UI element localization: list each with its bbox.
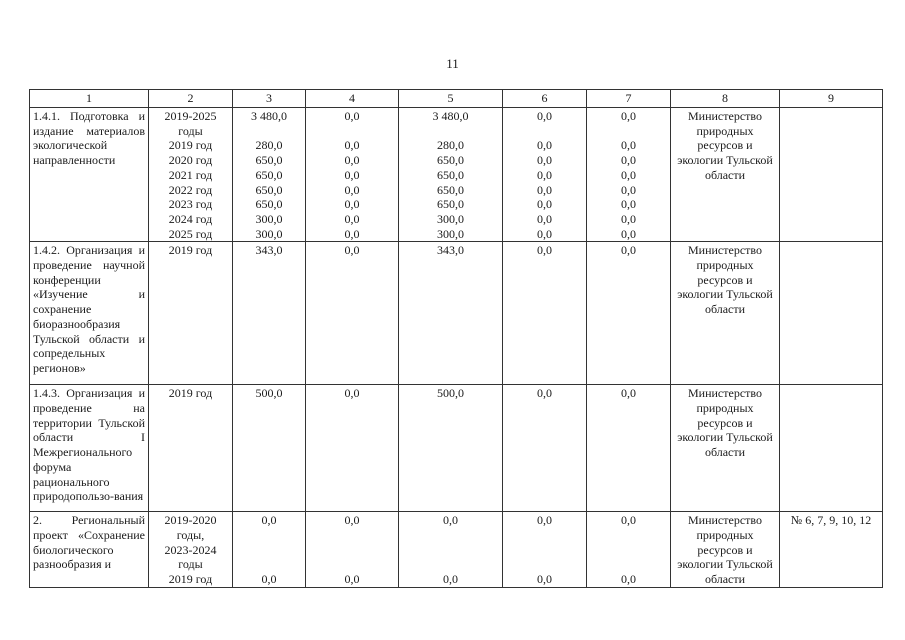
value-line	[402, 557, 499, 572]
value-line: 0,0	[537, 211, 552, 226]
page-number: 11	[446, 56, 459, 71]
value-line	[309, 528, 395, 543]
value-cell	[233, 242, 306, 385]
value-line: 343,0	[255, 243, 283, 258]
value-cell	[306, 385, 399, 512]
value-line: 0,0	[621, 138, 636, 153]
value-line: 0,0	[621, 386, 636, 401]
value-line: 0,0	[261, 513, 277, 528]
value-cell	[503, 108, 587, 242]
value-line: 0,0	[344, 197, 360, 212]
header-cell: 5	[399, 90, 503, 108]
value-line: 0,0	[537, 109, 552, 123]
header-cell: 4	[306, 90, 399, 108]
value-line: 0,0	[537, 138, 552, 153]
value-cell	[587, 512, 671, 588]
indicator-cell: № 6, 7, 9, 10, 12	[780, 512, 883, 588]
value-line: 0,0	[621, 109, 636, 123]
value-line: 0,0	[537, 153, 552, 168]
value-line: 0,0	[537, 386, 552, 401]
value-line: 650,0	[437, 197, 464, 212]
value-line: 0,0	[621, 153, 636, 168]
period-cell	[149, 108, 233, 242]
value-line: 0,0	[443, 572, 458, 587]
value-line: 300,0	[437, 226, 464, 241]
period-line: годы	[178, 123, 203, 138]
period-line: 2019 год	[168, 572, 213, 587]
value-line: 0,0	[537, 197, 552, 212]
value-line: 300,0	[255, 211, 283, 226]
header-cell: 9	[780, 90, 883, 108]
activity-name: 1.4.2. Организация и проведение научной конференции «Изучение и сохранение биоразнообразия Тульской области и сопредельных регионов»	[30, 242, 149, 385]
value-line: 3 480,0	[432, 109, 469, 123]
period-line: 2024 год	[168, 211, 213, 226]
value-line	[506, 543, 583, 558]
value-line: 0,0	[621, 226, 636, 241]
value-line: 650,0	[437, 182, 464, 197]
value-line: 0,0	[621, 167, 636, 182]
value-line	[236, 543, 302, 558]
value-cell	[399, 385, 503, 512]
header-cell: 6	[503, 90, 587, 108]
indicator-cell	[780, 385, 883, 512]
value-line: 0,0	[344, 513, 360, 528]
value-line: 0,0	[344, 167, 360, 182]
header-cell: 2	[149, 90, 233, 108]
indicator-cell	[780, 108, 883, 242]
activity-name: 2. Региональный проект «Сохранение биологического разнообразия и	[30, 512, 149, 588]
value-line	[236, 528, 302, 543]
header-cell: 3	[233, 90, 306, 108]
value-line: 650,0	[255, 153, 283, 168]
value-line: 500,0	[255, 386, 283, 401]
value-line: 0,0	[537, 167, 552, 182]
value-line: 280,0	[255, 138, 283, 153]
value-line: 0,0	[621, 197, 636, 212]
period-line: 2020 год	[168, 153, 213, 168]
period-cell	[149, 385, 233, 512]
value-line: 300,0	[437, 211, 464, 226]
responsible-cell: Министерство природных ресурсов и экологии Тульской области	[671, 242, 780, 385]
value-line: 0,0	[537, 182, 552, 197]
value-cell	[587, 385, 671, 512]
header-cell: 8	[671, 90, 780, 108]
value-line: 0,0	[621, 513, 636, 528]
table-row	[30, 385, 883, 512]
value-line: 0,0	[344, 109, 360, 123]
period-line: 2019-2020	[164, 513, 217, 528]
period-line: 2023-2024	[164, 542, 217, 557]
value-line: 0,0	[344, 386, 360, 401]
period-line: 2019 год	[168, 138, 213, 153]
value-cell	[233, 385, 306, 512]
value-line	[309, 557, 395, 572]
value-line: 343,0	[437, 243, 464, 258]
value-cell	[587, 242, 671, 385]
value-line: 0,0	[344, 182, 360, 197]
value-cell	[306, 242, 399, 385]
period-line: 2023 год	[168, 197, 213, 212]
value-line: 0,0	[443, 513, 458, 528]
value-line: 300,0	[255, 226, 283, 241]
table-row	[30, 512, 883, 588]
value-line: 0,0	[344, 243, 360, 258]
header-cell: 1	[30, 90, 149, 108]
value-line: 650,0	[255, 197, 283, 212]
value-line: 0,0	[621, 182, 636, 197]
value-line: 650,0	[437, 167, 464, 182]
value-line: 650,0	[255, 167, 283, 182]
program-table	[29, 89, 883, 588]
value-line: 0,0	[537, 572, 552, 587]
value-line: 0,0	[621, 211, 636, 226]
value-cell	[587, 108, 671, 242]
period-cell	[149, 242, 233, 385]
value-cell	[503, 385, 587, 512]
value-line: 0,0	[344, 138, 360, 153]
value-line	[402, 543, 499, 558]
value-line	[402, 124, 499, 139]
header-cell: 7	[587, 90, 671, 108]
value-cell	[233, 512, 306, 588]
period-line: 2022 год	[168, 182, 213, 197]
table-row	[30, 242, 883, 385]
value-line	[590, 557, 667, 572]
value-line: 3 480,0	[251, 109, 287, 123]
value-line	[506, 557, 583, 572]
value-line	[506, 124, 583, 139]
value-line: 0,0	[344, 226, 360, 241]
value-cell	[399, 242, 503, 385]
header-row	[30, 90, 883, 108]
activity-name: 1.4.3. Организация и проведение на территории Тульской области I Межрегионального форума рационального природопользо-вания	[30, 385, 149, 512]
value-line: 0,0	[344, 153, 360, 168]
value-line	[309, 543, 395, 558]
value-cell	[399, 108, 503, 242]
value-cell	[399, 512, 503, 588]
period-line: 2019 год	[168, 243, 213, 258]
value-line: 0,0	[344, 572, 360, 587]
period-line: годы,	[176, 528, 205, 543]
value-line	[402, 528, 499, 543]
value-cell	[306, 512, 399, 588]
value-line: 500,0	[437, 386, 464, 401]
period-line: 2025 год	[168, 226, 213, 241]
responsible-cell: Министерство природных ресурсов и экологии Тульской области	[671, 108, 780, 242]
value-cell	[503, 242, 587, 385]
value-line: 650,0	[437, 153, 464, 168]
value-line: 0,0	[537, 243, 552, 258]
value-line: 280,0	[437, 138, 464, 153]
activity-name: 1.4.1. Подготовка и издание материалов экологической направленности	[30, 108, 149, 242]
value-line	[506, 528, 583, 543]
responsible-cell: Министерство природных ресурсов и экологии Тульской области	[671, 512, 780, 588]
value-cell	[503, 512, 587, 588]
value-line	[236, 557, 302, 572]
period-line: 2021 год	[168, 167, 213, 182]
table-row	[30, 108, 883, 242]
value-line	[309, 124, 395, 139]
value-line: 0,0	[621, 572, 636, 587]
value-line: 650,0	[255, 182, 283, 197]
value-cell	[233, 108, 306, 242]
value-line	[590, 543, 667, 558]
value-line: 0,0	[344, 211, 360, 226]
indicator-cell	[780, 242, 883, 385]
value-line: 0,0	[537, 226, 552, 241]
value-line	[590, 528, 667, 543]
value-cell	[306, 108, 399, 242]
period-line: 2019 год	[168, 386, 213, 401]
period-line: годы	[178, 557, 203, 572]
period-line: 2019-2025	[164, 109, 217, 123]
value-line: 0,0	[261, 572, 277, 587]
value-line	[236, 124, 302, 139]
value-line	[590, 124, 667, 139]
value-line: 0,0	[621, 243, 636, 258]
responsible-cell: Министерство природных ресурсов и экологии Тульской области	[671, 385, 780, 512]
period-cell	[149, 512, 233, 588]
value-line: 0,0	[537, 513, 552, 528]
